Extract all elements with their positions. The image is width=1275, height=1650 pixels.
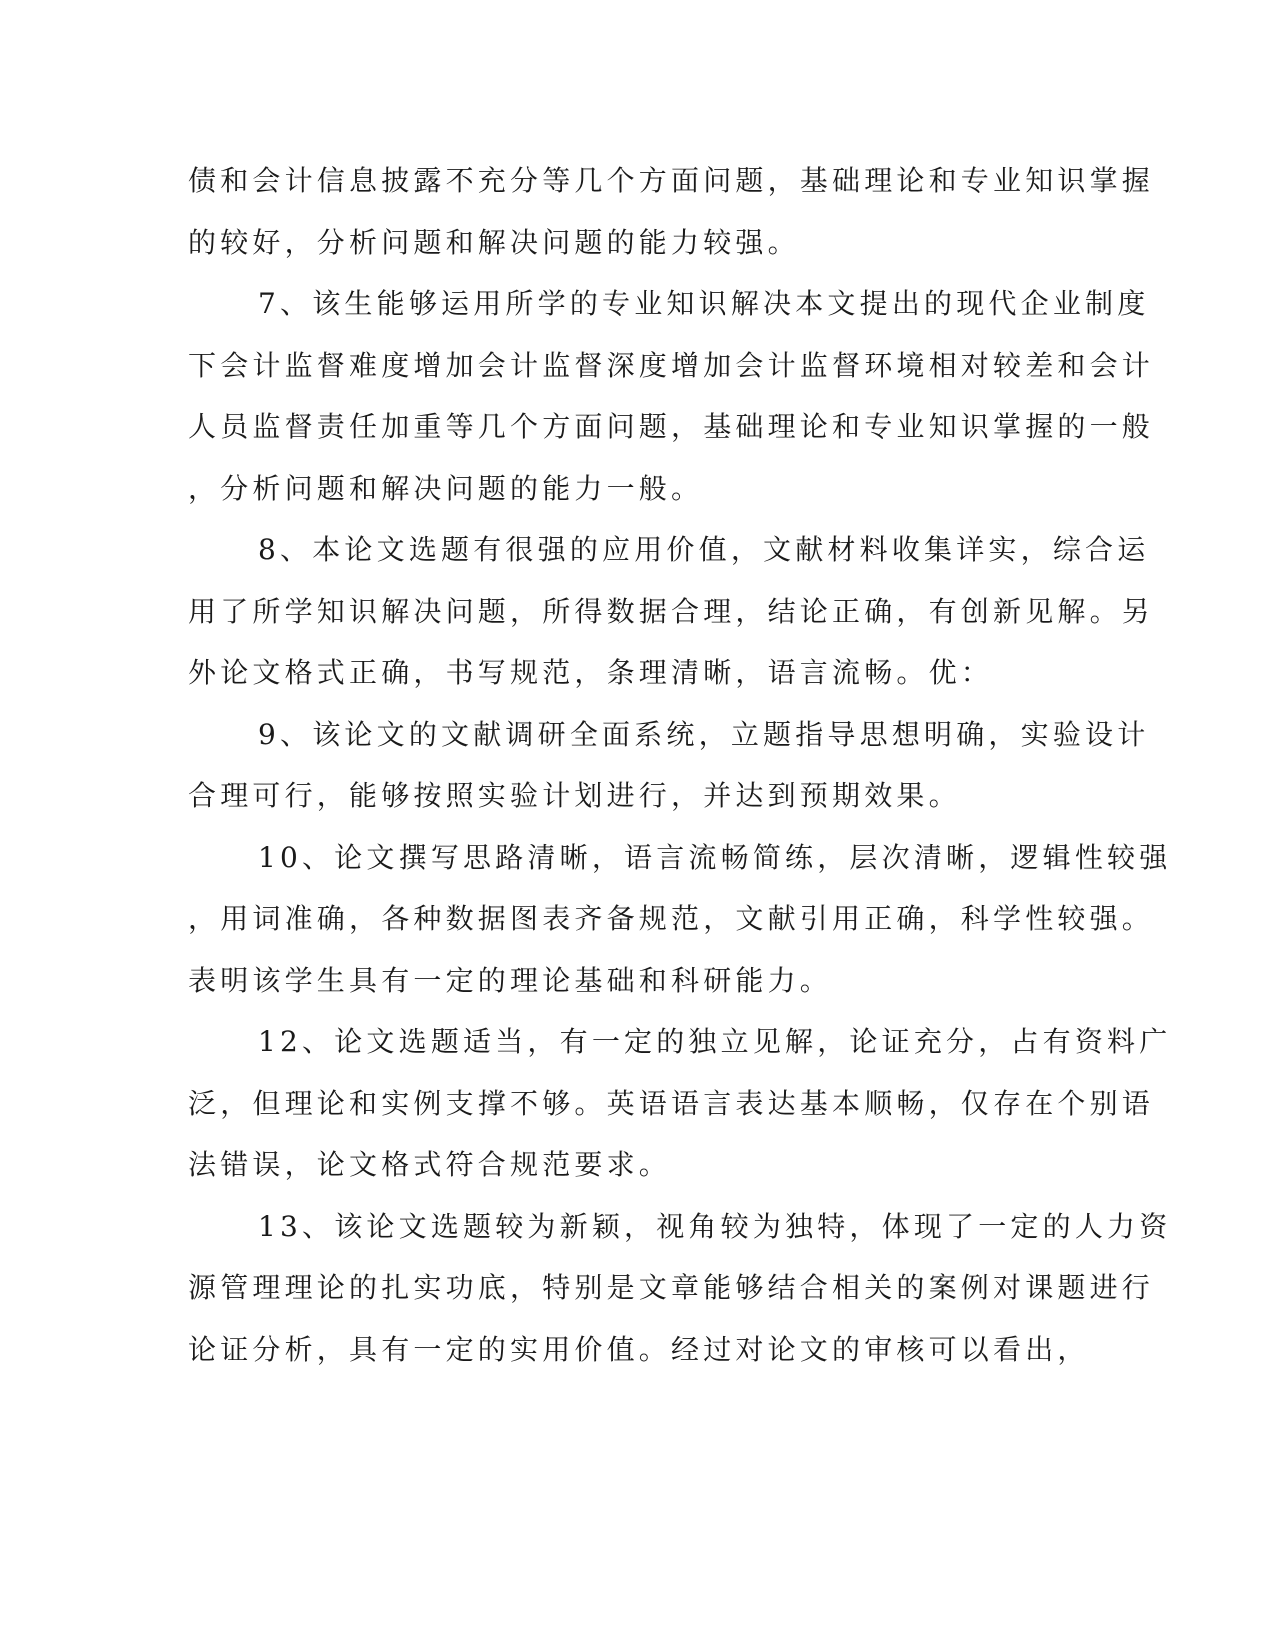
text-line: 论证分析，具有一定的实用价值。经过对论文的审核可以看出， xyxy=(188,1332,1090,1366)
text-line: 表明该学生具有一定的理论基础和科研能力。 xyxy=(188,963,833,997)
text-line: ，用词准确，各种数据图表齐备规范，文献引用正确，科学性较强。 xyxy=(188,902,1155,935)
text-line: 法错误，论文格式符合规范要求。 xyxy=(188,1148,672,1181)
text-line: 外论文格式正确，书写规范，条理清晰，语言流畅。优： xyxy=(188,656,994,689)
paragraph-start-line: 12、论文选题适当，有一定的独立见解，论证充分，占有资料广 xyxy=(258,1025,1172,1058)
paragraph-start-line: 10、论文撰写思路清晰，语言流畅简练，层次清晰，逻辑性较强 xyxy=(258,840,1172,874)
text-line: 用了所学知识解决问题，所得数据合理，结论正确，有创新见解。另 xyxy=(188,594,1155,628)
paragraph-start-line: 9、该论文的文献调研全面系统，立题指导思想明确，实验设计 xyxy=(258,717,1150,751)
text-line: 人员监督责任加重等几个方面问题，基础理论和专业知识掌握的一般 xyxy=(188,410,1155,443)
paragraph-start-line: 8、本论文选题有很强的应用价值，文献材料收集详实，综合运 xyxy=(258,533,1150,566)
text-line: 源管理理论的扎实功底，特别是文章能够结合相关的案例对课题进行 xyxy=(188,1271,1155,1304)
paragraph-start-line: 13、该论文选题较为新颖，视角较为独特，体现了一定的人力资 xyxy=(258,1209,1172,1243)
text-line: ，分析问题和解决问题的能力一般。 xyxy=(188,471,704,505)
paragraph-start-line: 7、该生能够运用所学的专业知识解决本文提出的现代企业制度 xyxy=(258,287,1150,320)
document-body xyxy=(188,150,1172,1380)
text-line: 下会计监督难度增加会计监督深度增加会计监督环境相对较差和会计 xyxy=(188,348,1155,382)
text-line: 债和会计信息披露不充分等几个方面问题，基础理论和专业知识掌握 xyxy=(188,164,1155,197)
text-line: 泛，但理论和实例支撑不够。英语语言表达基本顺畅，仅存在个别语 xyxy=(188,1086,1155,1120)
text-line: 合理可行，能够按照实验计划进行，并达到预期效果。 xyxy=(188,779,961,812)
text-line: 的较好，分析问题和解决问题的能力较强。 xyxy=(188,225,800,259)
